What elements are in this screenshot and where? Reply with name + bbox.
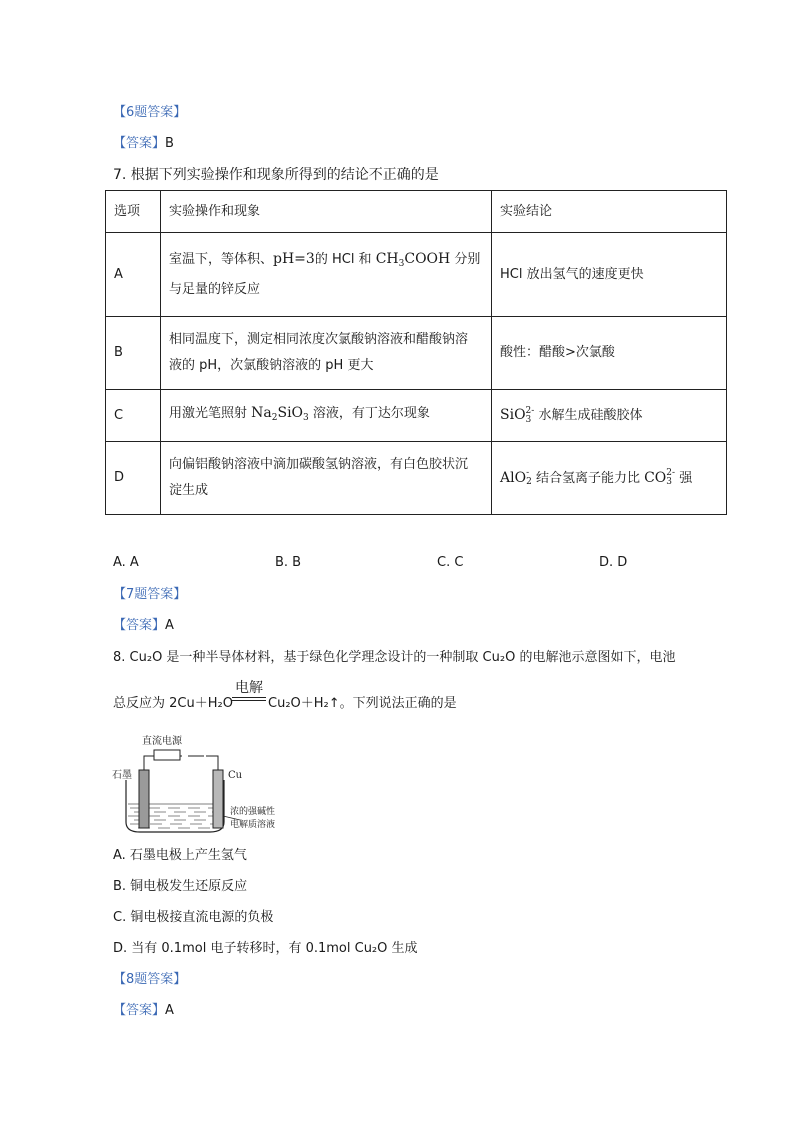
text: 水解生成硅酸胶体 (534, 408, 643, 423)
formula: SiO (500, 407, 526, 423)
formula: AlO (500, 469, 527, 486)
q6-answer (113, 135, 174, 153)
answer-label: 【答案】 (113, 136, 166, 151)
table-row (106, 317, 727, 390)
copper-electrode (213, 770, 223, 828)
q7-answer-header: 【7题答案】 (113, 587, 187, 602)
copper-label: Cu (228, 770, 243, 781)
text: 分别 (450, 252, 481, 267)
row-conclusion (492, 442, 727, 515)
text: 液的 pH，次氯酸钠溶液的 pH 更大 (169, 358, 374, 373)
q6-answer-header: 【6题答案】 (113, 105, 187, 120)
choice-d[interactable]: D. D (599, 555, 628, 570)
power-supply-label: 直流电源 (142, 736, 182, 747)
row-conclusion: HCl 放出氢气的速度更快 (492, 233, 727, 317)
row-conclusion (492, 390, 727, 442)
q8-option-d[interactable]: D. 当有 0.1mol 电子转移时，有 0.1mol Cu₂O 生成 (113, 941, 418, 956)
superscript: 2- (666, 468, 676, 478)
text: 相同温度下，测定相同浓度次氯酸钠溶液和醋酸钠溶 (169, 332, 469, 347)
q7-answer (113, 617, 174, 635)
row-option: C (106, 390, 161, 442)
answer-value: A (165, 1003, 174, 1018)
text: 强 (675, 470, 693, 486)
text: 溶液，有丁达尔现象 (308, 406, 430, 421)
graphite-label: 石墨 (112, 770, 132, 781)
q8-stem-line2-a: 总反应为 2Cu＋H₂O (113, 696, 233, 711)
formula: CO (644, 469, 667, 486)
row-option: A (106, 233, 161, 317)
superscript: - (526, 468, 530, 478)
text: 的 HCl 和 (314, 252, 376, 267)
subscript: 3 (525, 414, 532, 425)
q7-stem: 7. 根据下列实验操作和现象所得到的结论不正确的是 (113, 167, 439, 183)
answer-value: B (165, 136, 174, 151)
text: 与足量的锌反应 (169, 282, 261, 297)
q8-stem-line1: 8. Cu₂O 是一种半导体材料，基于绿色化学理念设计的一种制取 Cu₂O 的电解池示意图如下，电池 (113, 650, 676, 665)
text: 结合氢离子能力比 (531, 470, 645, 486)
text: 淀生成 (169, 483, 209, 498)
q8-stem-line2-b: Cu₂O＋H₂↑。下列说法正确的是 (268, 696, 457, 711)
formula: SiO (277, 405, 304, 421)
row-option: D (106, 442, 161, 515)
solution-label-line1: 浓的强碱性 (230, 807, 276, 817)
superscript: 2- (525, 405, 535, 416)
row-operation (161, 442, 492, 515)
row-conclusion: 酸性：醋酸>次氯酸 (492, 317, 727, 390)
equals-sign (232, 697, 266, 701)
electrolysis-cell-diagram (112, 734, 282, 840)
choice-c[interactable]: C. C (437, 555, 464, 570)
formula: CH (375, 251, 399, 267)
q8-option-b[interactable]: B. 铜电极发生还原反应 (113, 879, 248, 894)
graphite-electrode (139, 770, 149, 828)
answer-label: 【答案】 (113, 1003, 166, 1018)
formula: Na (251, 405, 272, 421)
q8-answer (113, 1002, 174, 1020)
table-row (106, 390, 727, 442)
table-row (106, 233, 727, 317)
row-operation (161, 317, 492, 390)
reaction-condition (232, 680, 266, 702)
subscript: 3 (666, 477, 673, 487)
subscript: 2 (526, 477, 532, 487)
header-option: 选项 (106, 191, 161, 233)
formula: COOH (404, 251, 451, 267)
row-operation (161, 233, 492, 317)
subscript: 3 (398, 259, 405, 269)
solution-label-line2: 电解质溶液 (230, 820, 276, 830)
choice-b[interactable]: B. B (275, 555, 302, 570)
header-operation: 实验操作和现象 (161, 191, 492, 233)
subscript: 3 (303, 413, 309, 423)
header-conclusion: 实验结论 (492, 191, 727, 233)
table-header-row (106, 191, 727, 233)
row-option: B (106, 317, 161, 390)
ph-value: pH=3 (273, 251, 315, 267)
power-supply-icon (154, 750, 180, 760)
condition-text: 电解 (235, 680, 263, 696)
table-row (106, 442, 727, 515)
text: 室温下，等体积、 (169, 252, 274, 267)
q8-option-c[interactable]: C. 铜电极接直流电源的负极 (113, 910, 274, 925)
text: 用激光笔照射 (169, 406, 252, 421)
wire-left (144, 756, 182, 796)
q8-option-a[interactable]: A. 石墨电极上产生氢气 (113, 848, 247, 863)
subscript: 2 (271, 413, 278, 423)
answer-value: A (165, 618, 174, 633)
q8-answer-header: 【8题答案】 (113, 972, 187, 987)
answer-label: 【答案】 (113, 618, 166, 633)
row-operation (161, 390, 492, 442)
choice-a[interactable]: A. A (113, 555, 139, 570)
text: 向偏铝酸钠溶液中滴加碳酸氢钠溶液，有白色胶状沉 (169, 457, 469, 472)
q7-table (105, 190, 727, 515)
